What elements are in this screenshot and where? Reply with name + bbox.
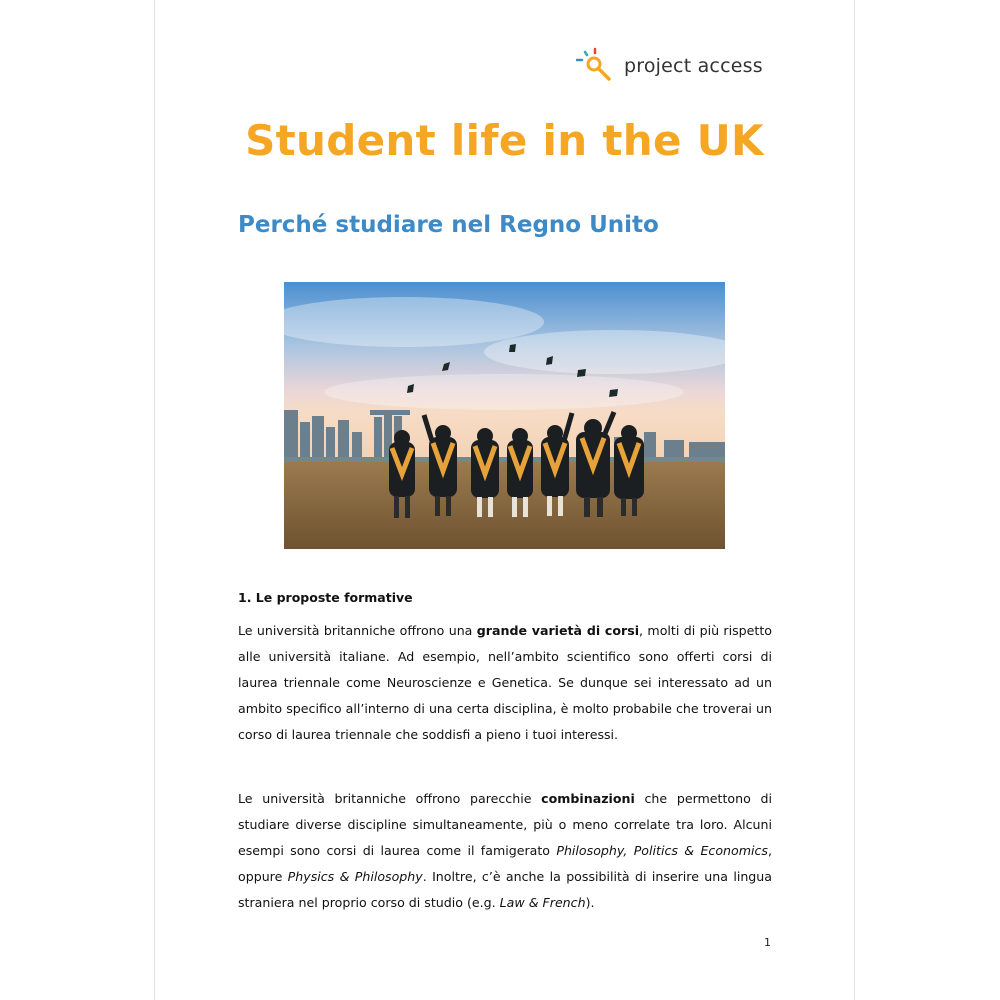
p2-bold: combinazioni [541, 791, 635, 806]
p2-text-c: che permettono di studiare diverse discipline simultaneamente, più o meno correlate tra loro. Alcuni esempi sono corsi di laurea come il famigerato [238, 791, 773, 858]
p1-bold: grande varietà di corsi [476, 623, 640, 638]
project-access-logo [576, 46, 763, 86]
p2-text-e: , oppure [238, 843, 772, 884]
graduates-photo [284, 282, 725, 549]
section-subtitle: Perché studiare nel Regno Unito [238, 212, 659, 238]
p2-italic-physics: Physics & Philosophy [287, 869, 423, 884]
paragraph-1 [238, 618, 772, 748]
page-number: 1 [764, 936, 771, 949]
p2-text-g: . Inoltre, c’è anche la possibilità di inserire una lingua straniera nel proprio corso di studio (e.g. [238, 869, 772, 910]
p2-italic-law: Law & French [499, 895, 586, 910]
p2-italic-ppe: Philosophy, Politics & Economics [556, 843, 768, 858]
p1-text-a: Le università britanniche offrono una [238, 623, 477, 638]
page-title: Student life in the UK [245, 116, 764, 165]
magnifier-logo-icon [576, 46, 616, 86]
p2-text-i: ). [585, 895, 595, 910]
paragraph-2 [238, 786, 772, 916]
section-heading: 1. Le proposte formative [238, 590, 413, 605]
p2-text-a: Le università britanniche offrono parecchie [238, 791, 542, 806]
logo-text: project access [624, 55, 763, 77]
p1-text-c: , molti di più rispetto alle università italiane. Ad esempio, nell’ambito scientifico sono offerti corsi di laurea triennale come Neuroscienze e Genetica. Se dunque sei interessato ad un ambito specifico all’interno di una certa disciplina, è molto probabile che troverai un corso di laurea triennale che soddisfi a pieno i tuoi interessi. [238, 623, 772, 742]
